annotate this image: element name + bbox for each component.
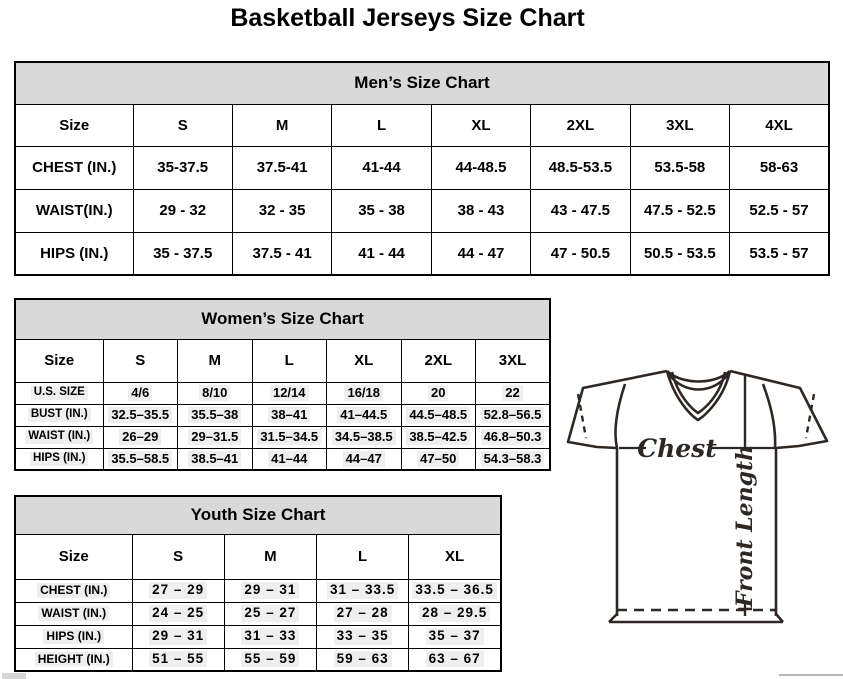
value-cell: [327, 404, 402, 426]
value-cell: [476, 448, 551, 470]
row-label-cell: [15, 189, 133, 232]
value-cell: [531, 189, 630, 232]
value-cell: [401, 426, 476, 448]
jersey-collar: [667, 371, 730, 420]
value-cell: [232, 146, 331, 189]
value-cell: [431, 189, 530, 232]
mens-column-header: M: [232, 104, 331, 146]
youth-chart-title: Youth Size Chart: [15, 496, 501, 534]
row-label-cell: [15, 448, 103, 470]
size-range-value: 44.5–48.5: [406, 407, 470, 423]
row-label-cell: [15, 146, 133, 189]
value-cell: [332, 232, 431, 275]
mens-column-header: Size: [15, 104, 133, 146]
size-range-value: 54.3–58.3: [481, 451, 545, 467]
value-cell: [252, 382, 327, 404]
size-range-value: 47.5 - 52.5: [643, 202, 716, 219]
value-cell: [409, 625, 501, 648]
row-label: HIPS (IN.): [40, 244, 109, 262]
size-range-value: 26–29: [119, 429, 161, 445]
value-cell: [132, 648, 224, 671]
size-range-value: 29 – 31: [241, 582, 299, 598]
size-range-value: 29 – 31: [149, 628, 207, 644]
size-range-value: 47 - 50.5: [550, 244, 610, 262]
size-range-value: 29–31.5: [188, 429, 241, 445]
mens-column-header: XL: [431, 104, 530, 146]
front-length-label: Front Length: [732, 444, 758, 608]
value-cell: [409, 648, 501, 671]
womens-chart-title: Women’s Size Chart: [15, 299, 550, 339]
size-range-value: 33 – 35: [334, 628, 392, 644]
value-cell: [332, 146, 431, 189]
size-range-value: 31 – 33: [241, 628, 299, 644]
size-range-value: 31.5–34.5: [257, 429, 321, 445]
size-range-value: 50.5 - 53.5: [643, 244, 716, 262]
size-range-value: 28 – 29.5: [419, 605, 490, 621]
value-cell: [252, 448, 327, 470]
size-range-value: 38.5–42.5: [406, 429, 470, 445]
size-range-value: 12/14: [270, 385, 309, 401]
value-cell: [224, 648, 316, 671]
value-cell: [476, 404, 551, 426]
jersey-left-armhole: [615, 384, 625, 448]
mens-column-header: 3XL: [630, 104, 729, 146]
value-cell: [327, 426, 402, 448]
value-cell: [630, 146, 729, 189]
womens-size-table: [14, 298, 551, 471]
value-cell: [730, 146, 829, 189]
row-label: WAIST (IN.): [38, 606, 109, 620]
value-cell: [224, 602, 316, 625]
size-range-value: 24 – 25: [149, 605, 207, 621]
size-range-value: 32 - 35: [258, 202, 306, 219]
value-cell: [531, 146, 630, 189]
value-cell: [133, 232, 232, 275]
size-range-value: 16/18: [344, 385, 383, 401]
youth-column-header: L: [317, 534, 409, 579]
value-cell: [401, 404, 476, 426]
size-range-value: 35 - 37.5: [153, 244, 213, 262]
mens-column-header: S: [133, 104, 232, 146]
value-cell: [317, 602, 409, 625]
size-range-value: 35-37.5: [157, 159, 209, 176]
row-label-cell: [15, 648, 132, 671]
womens-column-header: 3XL: [476, 339, 551, 382]
value-cell: [730, 232, 829, 275]
mens-chart-title: Men’s Size Chart: [15, 62, 829, 104]
table-row: [15, 146, 829, 189]
table-row: [15, 232, 829, 275]
jersey-measurement-diagram: [552, 358, 842, 634]
size-range-value: 35 – 37: [426, 628, 484, 644]
value-cell: [332, 189, 431, 232]
table-row: [15, 426, 550, 448]
scrollbar-fragment-left: [2, 673, 26, 679]
size-range-value: 35 - 38: [358, 202, 405, 219]
size-range-value: 34.5–38.5: [332, 429, 396, 445]
mens-column-header: L: [332, 104, 431, 146]
value-cell: [224, 625, 316, 648]
value-cell: [132, 602, 224, 625]
value-cell: [103, 448, 178, 470]
value-cell: [431, 146, 530, 189]
row-label: HEIGHT (IN.): [35, 652, 113, 666]
value-cell: [476, 426, 551, 448]
table-row: [15, 579, 501, 602]
value-cell: [531, 232, 630, 275]
value-cell: [252, 426, 327, 448]
row-label-cell: [15, 602, 132, 625]
table-row: [15, 648, 501, 671]
size-range-value: 29 - 32: [159, 202, 207, 219]
value-cell: [252, 404, 327, 426]
row-label: HIPS (IN.): [43, 629, 104, 643]
value-cell: [431, 232, 530, 275]
table-row: [15, 404, 550, 426]
row-label-cell: [15, 579, 132, 602]
size-range-value: 59 – 63: [334, 651, 392, 667]
size-range-value: 37.5-41: [256, 159, 308, 176]
value-cell: [317, 625, 409, 648]
size-range-value: 48.5-53.5: [548, 159, 613, 176]
page-title: Basketball Jerseys Size Chart: [230, 4, 585, 32]
table-row: [15, 448, 550, 470]
size-range-value: 44-48.5: [455, 159, 507, 176]
value-cell: [327, 448, 402, 470]
scrollbar-fragment-right: [779, 674, 843, 676]
size-range-value: 44–47: [343, 451, 385, 467]
size-range-value: 58-63: [759, 159, 799, 176]
size-range-value: 44 - 47: [457, 244, 505, 262]
size-range-value: 43 - 47.5: [550, 202, 610, 219]
youth-column-header: Size: [15, 534, 132, 579]
value-cell: [232, 189, 331, 232]
size-range-value: 38 - 43: [457, 202, 505, 219]
value-cell: [317, 648, 409, 671]
size-range-value: 27 – 28: [334, 605, 392, 621]
size-range-value: 51 – 55: [149, 651, 207, 667]
size-range-value: 47–50: [417, 451, 459, 467]
youth-size-table: [14, 495, 502, 672]
size-range-value: 41–44.5: [337, 407, 390, 423]
size-range-value: 20: [428, 385, 448, 401]
table-row: [15, 625, 501, 648]
value-cell: [401, 382, 476, 404]
value-cell: [133, 146, 232, 189]
jersey-right-armhole: [763, 384, 775, 448]
size-range-value: 38–41: [268, 407, 310, 423]
size-range-value: 4/6: [128, 385, 152, 401]
row-label: CHEST (IN.): [32, 159, 117, 176]
row-label-cell: [15, 382, 103, 404]
table-row: [15, 602, 501, 625]
row-label: BUST (IN.): [28, 408, 91, 422]
mens-size-table: [14, 61, 830, 276]
row-label-cell: [15, 232, 133, 275]
value-cell: [224, 579, 316, 602]
value-cell: [409, 602, 501, 625]
value-cell: [132, 579, 224, 602]
size-range-value: 53.5 - 57: [749, 244, 809, 262]
size-range-value: 35.5–38: [188, 407, 241, 423]
table-row: [15, 189, 829, 232]
row-label-cell: [15, 404, 103, 426]
value-cell: [103, 382, 178, 404]
womens-column-header: XL: [327, 339, 402, 382]
size-range-value: 63 – 67: [426, 651, 484, 667]
table-row: [15, 382, 550, 404]
value-cell: [401, 448, 476, 470]
size-range-value: 27 – 29: [149, 582, 207, 598]
size-range-value: 52.8–56.5: [481, 407, 545, 423]
womens-column-header: Size: [15, 339, 103, 382]
value-cell: [103, 426, 178, 448]
size-range-value: 32.5–35.5: [108, 407, 172, 423]
value-cell: [103, 404, 178, 426]
youth-column-header: S: [132, 534, 224, 579]
youth-column-header: XL: [409, 534, 501, 579]
value-cell: [630, 189, 729, 232]
value-cell: [133, 189, 232, 232]
row-label: WAIST (IN.): [25, 430, 93, 444]
value-cell: [178, 426, 253, 448]
size-range-value: 33.5 – 36.5: [412, 582, 497, 598]
row-label: CHEST (IN.): [37, 583, 110, 597]
size-range-value: 22: [502, 385, 522, 401]
chest-label: Chest: [637, 434, 717, 463]
value-cell: [132, 625, 224, 648]
row-label-cell: [15, 625, 132, 648]
womens-column-header: L: [252, 339, 327, 382]
size-range-value: 55 – 59: [241, 651, 299, 667]
size-range-value: 53.5-58: [654, 159, 706, 176]
value-cell: [178, 382, 253, 404]
mens-column-header: 2XL: [531, 104, 630, 146]
womens-column-header: 2XL: [401, 339, 476, 382]
size-range-value: 46.8–50.3: [481, 429, 545, 445]
youth-column-header: M: [224, 534, 316, 579]
mens-column-header: 4XL: [730, 104, 829, 146]
value-cell: [630, 232, 729, 275]
row-label: U.S. SIZE: [31, 386, 88, 400]
size-range-value: 41–44: [268, 451, 310, 467]
size-range-value: 41-44: [362, 159, 401, 176]
value-cell: [327, 382, 402, 404]
value-cell: [409, 579, 501, 602]
size-range-value: 52.5 - 57: [749, 202, 809, 219]
value-cell: [730, 189, 829, 232]
size-range-value: 38.5–41: [188, 451, 241, 467]
value-cell: [232, 232, 331, 275]
row-label-cell: [15, 426, 103, 448]
value-cell: [317, 579, 409, 602]
value-cell: [178, 448, 253, 470]
size-range-value: 8/10: [199, 385, 230, 401]
womens-column-header: M: [178, 339, 253, 382]
size-range-value: 31 – 33.5: [327, 582, 398, 598]
size-range-value: 41 - 44: [358, 244, 405, 262]
womens-column-header: S: [103, 339, 178, 382]
row-label: WAIST(IN.): [35, 202, 113, 219]
value-cell: [178, 404, 253, 426]
size-range-value: 37.5 - 41: [252, 244, 312, 262]
row-label: HIPS (IN.): [30, 452, 88, 466]
value-cell: [476, 382, 551, 404]
size-range-value: 25 – 27: [241, 605, 299, 621]
size-range-value: 35.5–58.5: [108, 451, 172, 467]
